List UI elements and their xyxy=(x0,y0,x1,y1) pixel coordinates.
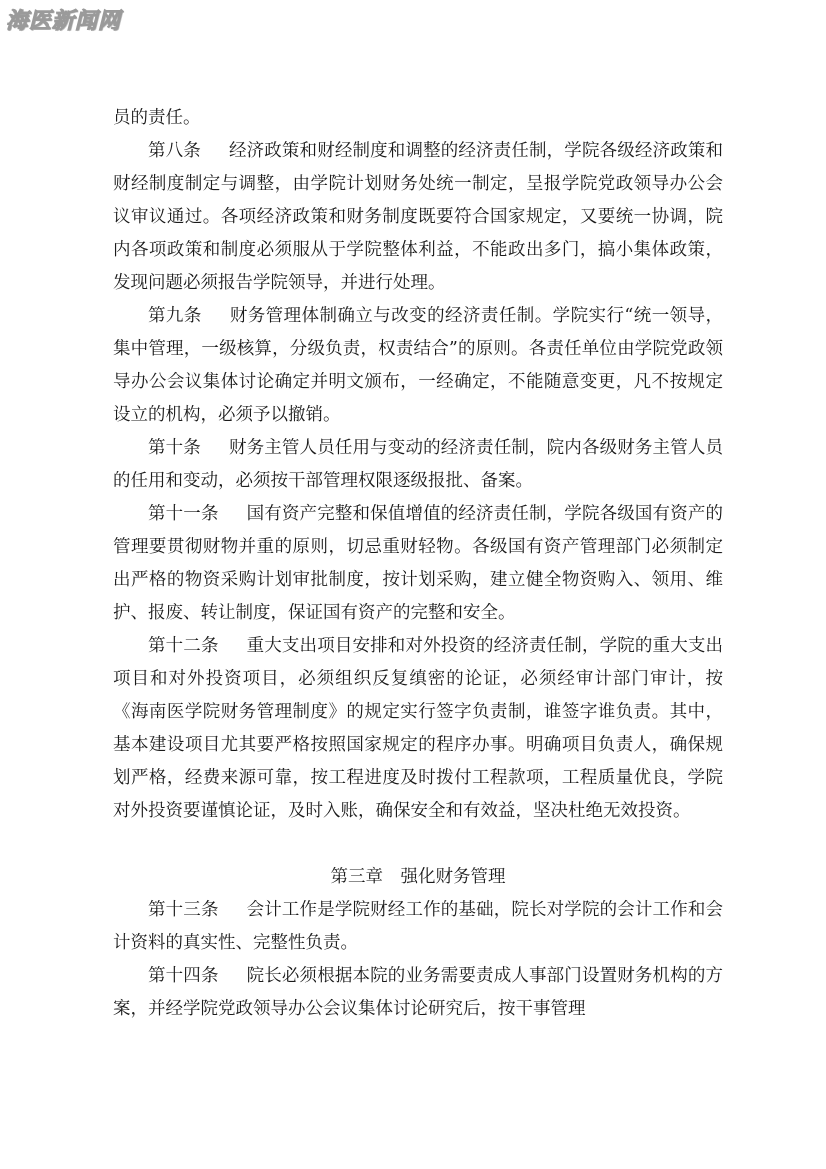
article-8 xyxy=(113,135,723,300)
article-title: 第八条 xyxy=(148,141,201,161)
article-text: 重大支出项目安排和对外投资的经济责任制，学院的重大支出项目和对外投资项目，必须组织反复缜密的论证，必须经审计部门审计，按《海南医学院财务管理制度》的规定实行签字负责制，谁签字谁负责。其中，基本建设项目尤其要严格按照国家规定的程序办事。明确项目负责人，确保规划严格，经费来源可靠，按工程进度及时拨付工程款项，工程质量优良，学院对外投资要谨慎论证，及时入账，确保安全和有效益，坚决杜绝无效投资。 xyxy=(113,636,724,821)
chapter-heading xyxy=(113,861,723,894)
article-title: 第十四条 xyxy=(148,966,219,986)
article-text: 财务管理体制确立与改变的经济责任制。学院实行“统一领导，集中管理，一级核算，分级负责，权责结合”的原则。各责任单位由学院党政领导办公会议集体讨论确定并明文颁布，一经确定，不能随意变更，凡不按规定设立的机构，必须予以撤销。 xyxy=(113,306,723,425)
article-10 xyxy=(113,432,723,498)
article-title: 第九条 xyxy=(148,306,202,326)
article-11 xyxy=(113,498,723,630)
article-9 xyxy=(113,300,723,432)
paragraph-text: 员的责任。 xyxy=(113,108,201,128)
article-14 xyxy=(113,960,723,1026)
article-title: 第十一条 xyxy=(148,504,219,524)
document-body xyxy=(113,102,723,1026)
article-13 xyxy=(113,894,723,960)
article-title: 第十三条 xyxy=(148,900,219,920)
article-12 xyxy=(113,630,723,828)
article-text: 会计工作是学院财经工作的基础，院长对学院的会计工作和会计资料的真实性、完整性负责。 xyxy=(113,900,724,953)
article-text: 院长必须根据本院的业务需要责成人事部门设置财务机构的方案，并经学院党政领导办公会议集体讨论研究后，按干事管理 xyxy=(113,966,724,1019)
watermark-logo: 海医新闻网 xyxy=(6,9,122,34)
article-title: 第十条 xyxy=(148,438,201,458)
article-text: 财务主管人员任用与变动的经济责任制，院内各级财务主管人员的任用和变动，必须按干部管理权限逐级报批、备案。 xyxy=(113,438,724,491)
article-text: 国有资产完整和保值增值的经济责任制，学院各级国有资产的管理要贯彻财物并重的原则，切忌重财轻物。各级国有资产管理部门必须制定出严格的物资采购计划审批制度，按计划采购，建立健全物资购入、领用、维护、报废、转让制度，保证国有资产的完整和安全。 xyxy=(113,504,724,623)
chapter-title: 强化财务管理 xyxy=(400,867,506,887)
paragraph-continuation xyxy=(113,102,723,135)
article-text: 经济政策和财经制度和调整的经济责任制，学院各级经济政策和财经制度制定与调整，由学院计划财务处统一制定，呈报学院党政领导办公会议审议通过。各项经济政策和财务制度既要符合国家规定，又要统一协调，院内各项政策和制度必须服从于学院整体利益，不能政出多门，搞小集体政策，发现问题必须报告学院领导，并进行处理。 xyxy=(113,141,724,293)
article-title: 第十二条 xyxy=(148,636,219,656)
chapter-number: 第三章 xyxy=(330,867,383,887)
